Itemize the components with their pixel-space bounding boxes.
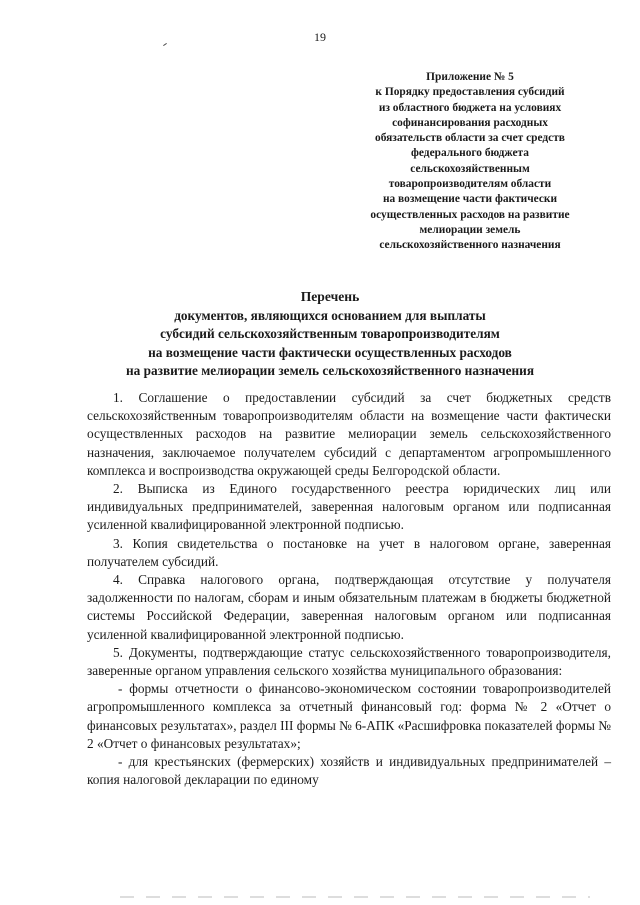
- page-number: 19: [314, 30, 326, 44]
- appendix-line: на возмещение части фактически: [382, 193, 558, 206]
- appendix-line: сельскохозяйственным: [410, 162, 530, 175]
- document-title: [60, 288, 600, 381]
- title-line: на возмещение части фактически осуществленных расходов: [148, 344, 512, 360]
- paragraph-4: 4. Справка налогового органа, подтверждающая отсутствие у получателя задолженности по налогам, сборам и иным обязательным платежам в бюджеты бюджетной системы Российской Федерации, заверенная налоговым органом или подписанная усиленной квалифицированной электронной подписью.: [87, 572, 611, 642]
- paragraph-5: 5. Документы, подтверждающие статус сельскохозяйственного товаропроизводителя, заверенные органом управления сельского хозяйства муниципального образования:: [87, 644, 611, 679]
- paragraph-dash-2: - для крестьянских (фермерских) хозяйств и индивидуальных предпринимателей – копия налоговой декларации по единому: [87, 754, 611, 788]
- title-line: Перечень: [300, 289, 360, 304]
- appendix-line: сельскохозяйственного назначения: [379, 239, 561, 252]
- appendix-line: федерального бюджета: [411, 147, 529, 160]
- title-line: на развитие мелиорации земель сельскохозяйственного назначения: [125, 363, 535, 379]
- paragraph-dash-1: - формы отчетности о финансово-экономическом состоянии товаропроизводителей агропромышленного комплекса за отчетный финансовый год: форма № 2 «Отчет о финансовых результатах», раздел III формы № 6-АПК «Расшифровка показателей формы № 2 «Отчет о финансовых результатах»;: [87, 681, 611, 751]
- paragraph-2: 2. Выписка из Единого государственного реестра юридических лиц или индивидуальных предпринимателей, заверенная налоговым органом или подписанная усиленной квалифицированной электронной подписью.: [87, 481, 611, 533]
- appendix-line: товаропроизводителям области: [388, 178, 552, 191]
- title-line: документов, являющихся основанием для выплаты: [174, 307, 486, 323]
- appendix-header: [345, 70, 595, 254]
- document-body: [87, 389, 611, 789]
- appendix-line: к Порядку предоставления субсидий: [375, 86, 565, 99]
- appendix-line: обязательств области за счет средств: [375, 132, 565, 145]
- appendix-line: Приложение № 5: [426, 71, 514, 83]
- appendix-line: мелиорации земель: [419, 223, 521, 236]
- appendix-line: софинансирования расходных: [392, 116, 548, 129]
- paragraph-1: 1. Соглашение о предоставлении субсидий за счет бюджетных средств сельскохозяйственным товаропроизводителям области на возмещение части фактически осуществленных расходов на развитие мелиорации земель сельскохозяйственного назначения, заключаемое получателем субсидий с департаментом агропромышленного комплекса и воспроизводства окружающей среды Белгородской области.: [87, 390, 611, 478]
- scan-edge-artifact: [120, 896, 590, 898]
- appendix-line: из областного бюджета на условиях: [378, 101, 562, 114]
- paragraph-3: 3. Копия свидетельства о постановке на учет в налоговом органе, заверенная получателем субсидий.: [87, 535, 611, 569]
- title-line: субсидий сельскохозяйственным товаропроизводителям: [160, 326, 500, 342]
- appendix-line: осуществленных расходов на развитие: [370, 208, 570, 221]
